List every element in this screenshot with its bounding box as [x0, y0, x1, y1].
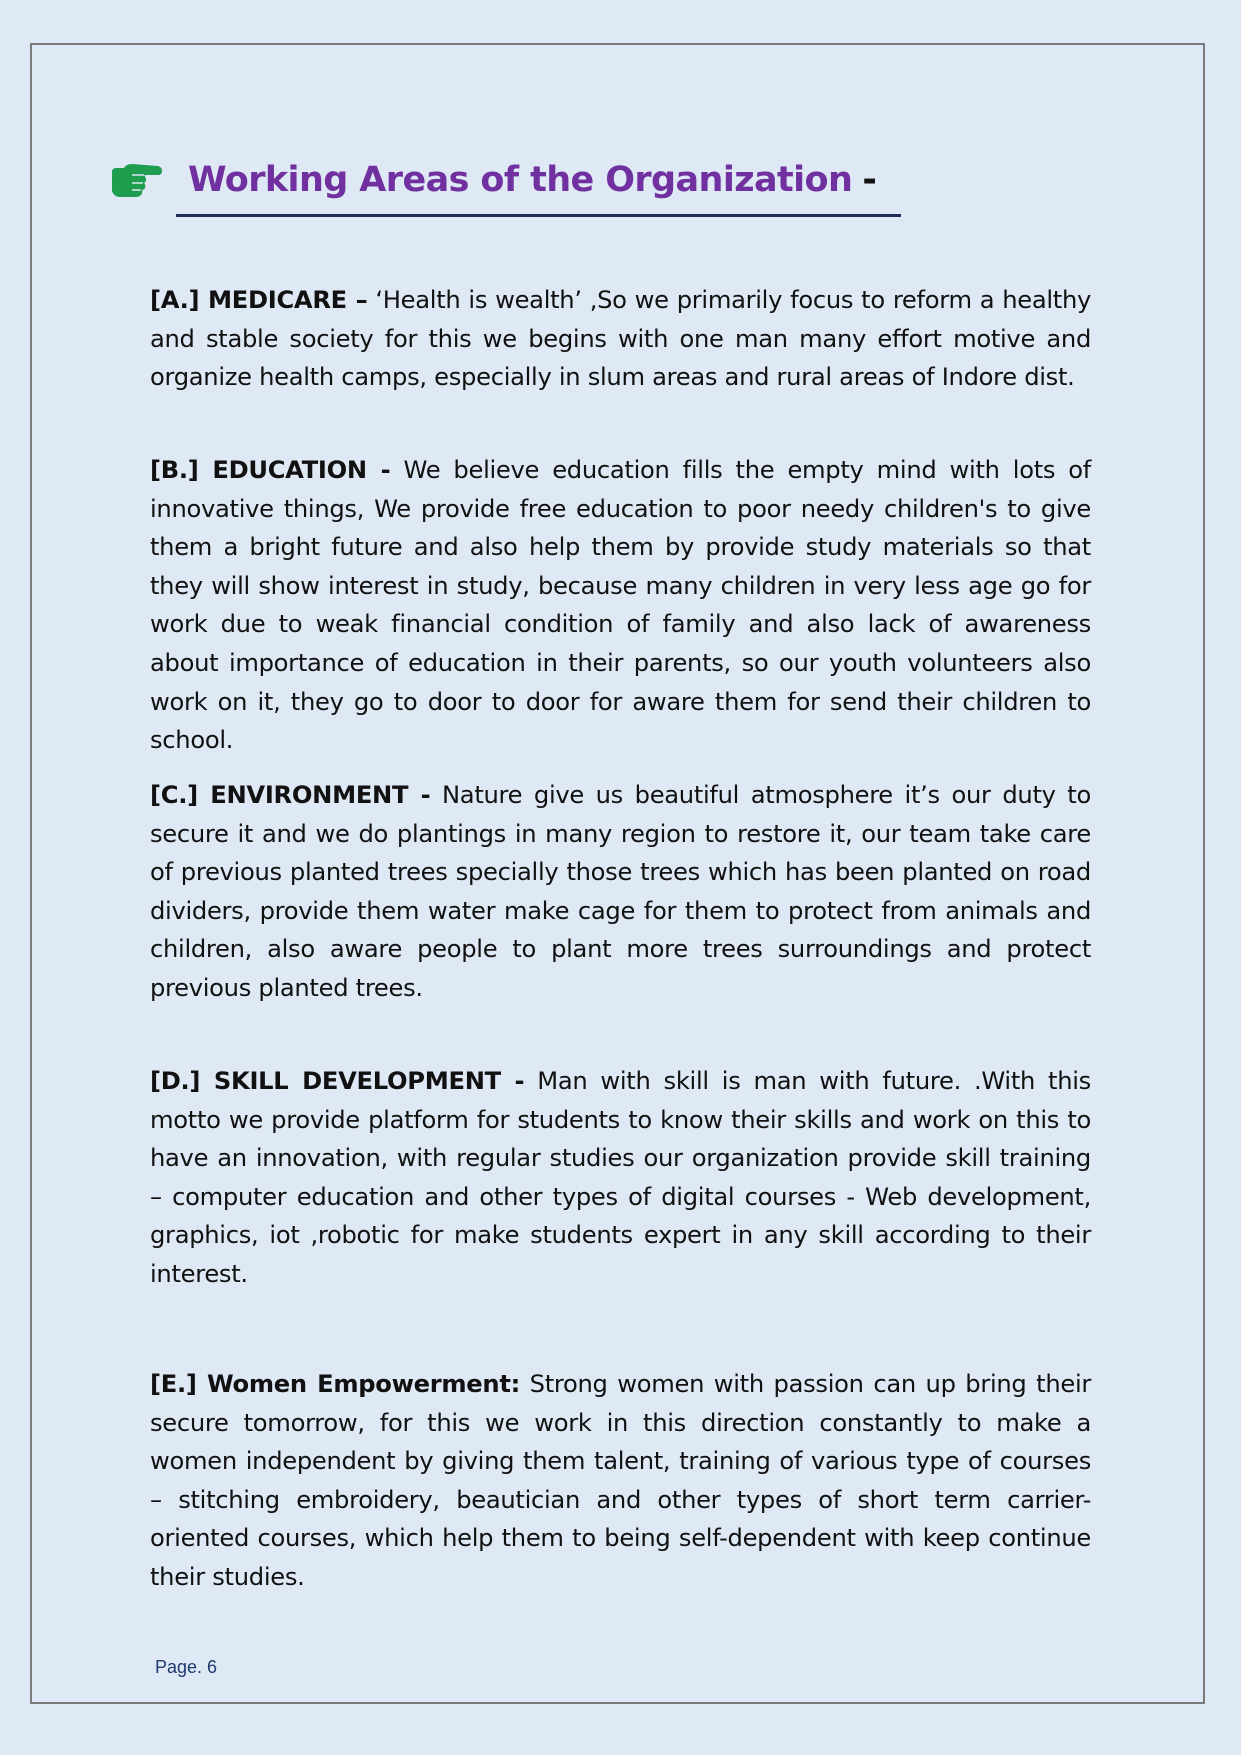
pointing-hand-icon — [110, 160, 162, 200]
page-title: Working Areas of the Organization — [188, 160, 853, 200]
section-women-empowerment — [150, 1365, 1091, 1597]
section-environment — [150, 776, 1091, 1008]
section-heading — [110, 150, 877, 210]
section-medicare — [150, 281, 1091, 397]
section-skill-development — [150, 1062, 1091, 1294]
title-underline — [176, 214, 901, 217]
title-dash: - — [862, 160, 877, 200]
section-text: Nature give us beautiful atmosphere it’s our duty to secure it and we do plantings in many region to restore it, our team take care of previous planted trees specially those trees which has been planted on road dividers, provide them water make cage for them to protect from animals and children, also aware people to plant more trees surroundings and protect previous planted trees. — [150, 781, 1091, 1002]
section-label: [A.] MEDICARE – — [150, 286, 368, 314]
section-label: [B.] EDUCATION - — [150, 456, 391, 484]
section-text: Strong women with passion can up bring their secure tomorrow, for this we work in this direction constantly to make a women independent by giving them talent, training of various type of courses – stitching embroidery, beautician and other types of short term carrier-oriented courses, which help them to being self-dependent with keep continue their studies. — [150, 1370, 1092, 1591]
section-label: [C.] ENVIRONMENT - — [150, 781, 431, 809]
section-text: Man with skill is man with future. .With this motto we provide platform for students to know their skills and work on this to have an innovation, with regular studies our organization provide skill training – computer education and other types of digital courses - Web development, graphics, iot ,robotic for make students expert in any skill according to their interest. — [150, 1067, 1091, 1288]
section-label: [E.] Women Empowerment: — [150, 1370, 520, 1398]
section-text: ‘Health is wealth’ ,So we primarily focus to reform a healthy and stable society for this we begins with one man many effort motive and organize health camps, especially in slum areas and rural areas of Indore dist. — [150, 286, 1091, 392]
section-label: [D.] SKILL DEVELOPMENT - — [150, 1067, 525, 1095]
section-education — [150, 451, 1091, 760]
page-number: Page. 6 — [155, 1657, 218, 1677]
section-text: We believe education fills the empty mind with lots of innovative things, We provide free education to poor needy children's to give them a bright future and also help them by provide study materials so that they will show interest in study, because many children in very less age go for work due to weak financial condition of family and also lack of awareness about importance of education in their parents, so our youth volunteers also work on it, they go to door to door for aware them for send their children to school. — [150, 456, 1092, 755]
